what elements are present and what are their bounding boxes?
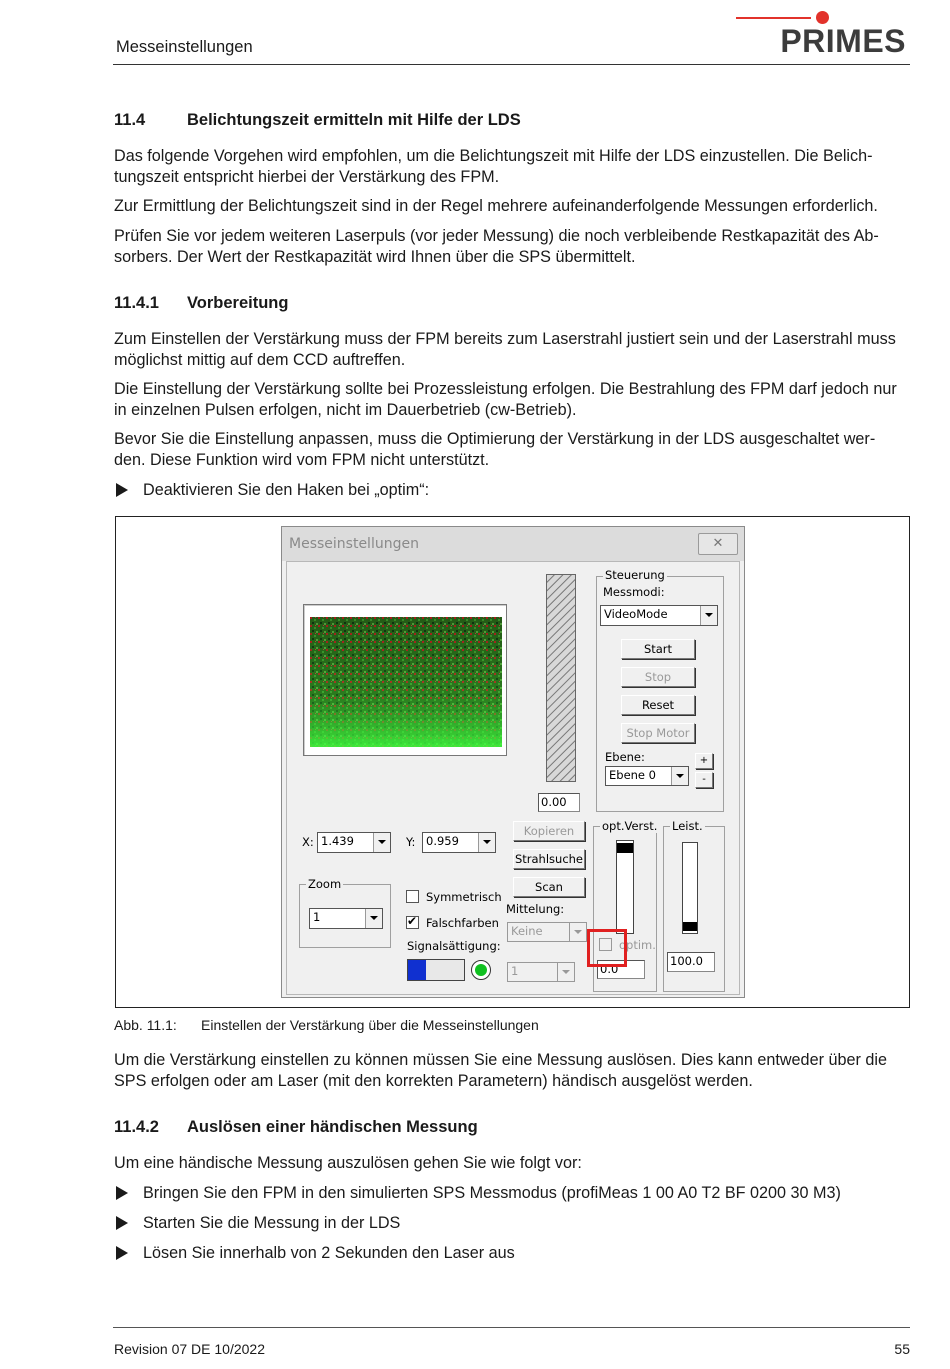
bullet-arrow-icon <box>116 1186 128 1200</box>
optim-label: optim. <box>619 938 656 952</box>
scan-button[interactable]: Scan <box>513 877 585 897</box>
ebene-plus-button[interactable]: + <box>695 753 713 769</box>
leist-label: Leist. <box>672 819 703 833</box>
messmodus-dropdown[interactable]: VideoMode <box>600 605 718 626</box>
primes-logo <box>736 8 910 60</box>
stop-button[interactable]: Stop <box>621 667 695 687</box>
steuerung-label: Steuerung <box>605 568 665 582</box>
signal-saturation-bar <box>407 959 465 981</box>
ebene-minus-button[interactable]: - <box>695 772 713 788</box>
leist-slider-thumb[interactable] <box>683 922 697 931</box>
section-heading: 11.4 Belichtungszeit ermitteln mit Hilfe der LDS <box>114 111 521 129</box>
messeinstellungen-dialog <box>281 526 745 998</box>
figure-caption: Abb. 11.1: Einstellen der Verstärkung über die Messeinstellungen <box>114 1017 539 1033</box>
chevron-down-icon[interactable] <box>557 963 574 981</box>
opt-verst-value-field[interactable]: 0.0 <box>597 960 645 979</box>
subsection-heading: 11.4.2 Auslösen einer händischen Messung <box>114 1118 478 1136</box>
close-icon: ✕ <box>712 536 724 551</box>
mittelung-label: Mittelung: <box>506 902 565 916</box>
paragraph: Um eine händische Messung auszulösen gehen Sie wie folgt vor: <box>114 1154 582 1172</box>
leist-value-field[interactable]: 100.0 <box>667 952 715 972</box>
falschfarben-checkbox[interactable] <box>406 916 419 929</box>
header-rule <box>113 64 910 65</box>
opt-verst-slider-thumb[interactable] <box>617 843 633 853</box>
ebene-label: Ebene: <box>605 750 645 764</box>
messmodi-label: Messmodi: <box>603 585 665 599</box>
chevron-down-icon[interactable] <box>700 606 717 625</box>
bullet-arrow-icon <box>116 1216 128 1230</box>
chevron-down-icon[interactable] <box>478 833 495 852</box>
start-button[interactable]: Start <box>621 639 695 659</box>
opt-verst-slider[interactable] <box>616 840 634 934</box>
dialog-titlebar <box>282 527 744 561</box>
image-preview <box>303 604 507 756</box>
y-dropdown[interactable]: 0.959 <box>422 832 496 853</box>
paragraph: Prüfen Sie vor jedem weiteren Laserpuls (vor jeder Messung) die noch verbleibende Restkapazität des Ab- sorbers. Der Wert der Restkapazität wird Ihnen über die SPS übermittelt. <box>114 227 879 266</box>
y-label: Y: <box>406 835 416 849</box>
stop-motor-button[interactable]: Stop Motor <box>621 723 695 743</box>
footer-revision: Revision 07 DE 10/2022 <box>114 1341 265 1357</box>
beam-image <box>310 617 502 747</box>
paragraph: Die Einstellung der Verstärkung sollte bei Prozessleistung erfolgen. Die Bestrahlung des FPM darf jedoch nur in einzelnen Pulsen erfolgen, nicht im Dauerbetrieb (cw-Betrieb). <box>114 380 897 419</box>
paragraph: Das folgende Vorgehen wird empfohlen, um die Belichtungszeit mit Hilfe der LDS einzustellen. Die Belich- tungszeit entspricht hierbei der Verstärkung des FPM. <box>114 147 873 186</box>
zoom-label: Zoom <box>308 877 342 891</box>
kopieren-button[interactable]: Kopieren <box>513 821 585 841</box>
level-value-field[interactable]: 0.00 <box>538 793 580 812</box>
signalsaettigung-label: Signalsättigung: <box>407 939 501 953</box>
bullet-arrow-icon <box>116 483 128 497</box>
paragraph: Zur Ermittlung der Belichtungszeit sind in der Regel mehrere aufeinanderfolgende Messungen erforderlich. <box>114 197 878 215</box>
chevron-down-icon[interactable] <box>365 909 382 928</box>
mittelung-count-dropdown[interactable]: 1 <box>507 962 575 982</box>
optim-highlight-box <box>587 929 627 967</box>
symmetrisch-checkbox[interactable] <box>406 890 419 903</box>
reset-button[interactable]: Reset <box>621 695 695 715</box>
close-button[interactable] <box>698 533 738 555</box>
page-number: 55 <box>894 1341 910 1357</box>
dialog-title: Messeinstellungen <box>289 536 419 552</box>
footer-rule <box>113 1327 910 1328</box>
header-title: Messeinstellungen <box>116 38 253 56</box>
signal-led-icon <box>471 960 491 980</box>
subsection-heading: 11.4.1 Vorbereitung <box>114 294 289 312</box>
paragraph: Zum Einstellen der Verstärkung muss der FPM bereits zum Laserstrahl justiert sein und der Laserstrahl muss möglichst mittig auf dem CCD auftreffen. <box>114 330 896 369</box>
x-label: X: <box>302 835 314 849</box>
level-bar <box>546 574 576 782</box>
mittelung-dropdown[interactable]: Keine <box>507 922 587 942</box>
paragraph: Um die Verstärkung einstellen zu können müssen Sie eine Messung auslösen. Dies kann entweder über die SPS erfolgen oder am Laser (mit den korrekten Parametern) händisch ausgelöst werden. <box>114 1051 887 1090</box>
bullet-arrow-icon <box>116 1246 128 1260</box>
signal-saturation-fill <box>408 960 426 980</box>
chevron-down-icon[interactable] <box>569 923 586 941</box>
strahlsuche-button[interactable]: Strahlsuche <box>513 849 585 869</box>
opt-verst-label: opt.Verst. <box>602 819 658 833</box>
chevron-down-icon[interactable] <box>671 767 688 785</box>
falschfarben-label: Falschfarben <box>426 916 499 930</box>
x-dropdown[interactable]: 1.439 <box>317 832 391 853</box>
paragraph: Bevor Sie die Einstellung anpassen, muss die Optimierung der Verstärkung in der LDS ausgeschaltet wer- den. Diese Funktion wird vom FPM nicht unterstützt. <box>114 430 876 469</box>
chevron-down-icon[interactable] <box>373 833 390 852</box>
ebene-dropdown[interactable]: Ebene 0 <box>605 766 689 786</box>
zoom-dropdown[interactable]: 1 <box>309 908 383 929</box>
dialog-body <box>286 561 740 995</box>
symmetrisch-label: Symmetrisch <box>426 890 502 904</box>
logo-text: PRIMES <box>780 23 906 59</box>
leist-slider[interactable] <box>682 842 698 934</box>
